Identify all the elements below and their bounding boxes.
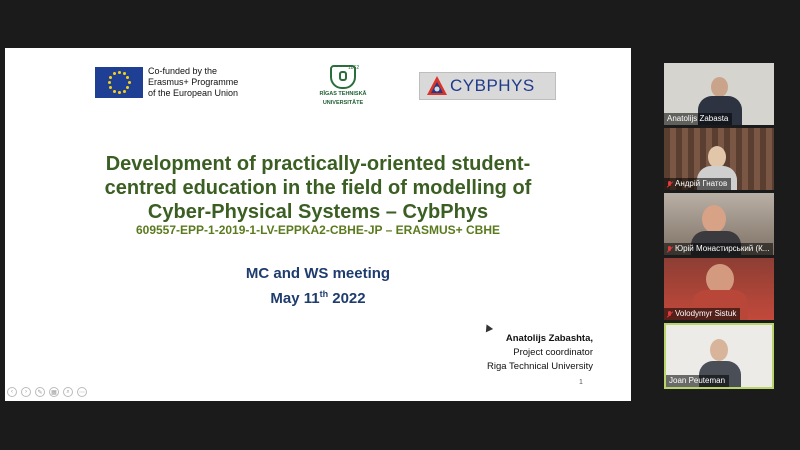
cybphys-logo-text: CYBPHYS: [450, 76, 535, 95]
mic-muted-icon: [667, 181, 673, 188]
participant-name: Андрій Гнатов: [675, 179, 728, 188]
participant-name-label: [664, 243, 773, 255]
participant-name-label: [664, 178, 731, 190]
participant-tile[interactable]: [664, 193, 774, 255]
eu-star-icon: [123, 72, 126, 75]
eu-text-line: of the European Union: [148, 88, 239, 98]
eu-star-icon: [128, 81, 131, 84]
rtu-crest-icon: [330, 65, 360, 89]
eu-text-line: Erasmus+ Programme: [148, 77, 239, 87]
author-org: Riga Technical University: [487, 361, 593, 372]
participant-name: Anatolijs Zabasta: [667, 114, 729, 123]
mic-muted-icon: [667, 246, 673, 253]
participant-name-label: [664, 113, 732, 125]
project-code: 609557-EPP-1-2019-1-LV-EPPKA2-CBHE-JP – ERASMUS+ CBHE: [135, 223, 501, 237]
meeting-info: [45, 263, 591, 309]
cybphys-triangle-icon: [426, 75, 448, 97]
eu-cofunding-text: [148, 66, 238, 99]
title-line: centred education in the field of modelling of: [104, 177, 532, 199]
participant-name-label: [666, 375, 729, 387]
title-line: Development of practically-oriented student-: [105, 153, 531, 175]
participant-tile[interactable]: [664, 63, 774, 125]
eu-star-icon: [109, 86, 112, 89]
more-icon[interactable]: ⋯: [77, 387, 87, 397]
meeting-line: MC and WS meeting: [245, 265, 391, 282]
author-block: [487, 332, 593, 374]
author-name: Anatolijs Zabashta,: [505, 333, 593, 344]
participant-tile-active-speaker[interactable]: [664, 323, 774, 389]
author-role: Project coordinator: [513, 347, 593, 358]
slide-page-number: 1: [579, 379, 583, 386]
title-line: Cyber-Physical Systems – CybPhys: [147, 201, 489, 223]
mic-muted-icon: [667, 311, 673, 318]
participant-name: Volodymyr Sistuk: [675, 309, 737, 318]
eu-star-icon: [118, 71, 121, 74]
mouse-cursor-icon: [483, 323, 493, 333]
date-prefix: May 11: [270, 290, 320, 307]
eu-star-icon: [123, 90, 126, 93]
date-year: 2022: [328, 290, 366, 307]
rtu-year: 1862: [348, 65, 360, 71]
participant-name-label: [664, 308, 740, 320]
next-slide-icon[interactable]: ›: [21, 387, 31, 397]
eu-star-icon: [126, 76, 129, 79]
participant-tile[interactable]: [664, 258, 774, 320]
eu-star-icon: [118, 91, 121, 94]
cybphys-logo: [419, 72, 556, 100]
prev-slide-icon[interactable]: ‹: [7, 387, 17, 397]
pen-icon[interactable]: ✎: [35, 387, 45, 397]
grid-icon[interactable]: ▦: [49, 387, 59, 397]
rtu-name-line: RĪGAS TEHNISKĀ: [319, 91, 367, 97]
slide-title: [45, 152, 591, 224]
meeting-date: [45, 284, 591, 309]
participant-tile[interactable]: [664, 128, 774, 190]
participant-name: Joan Peuteman: [669, 376, 726, 385]
participant-name: Юрій Монастирський (К...: [675, 244, 770, 253]
eu-flag-logo: [95, 67, 143, 98]
eu-text-line: Co-funded by the: [148, 66, 218, 76]
eu-star-icon: [126, 86, 129, 89]
rtu-name-line: UNIVERSITĀTE: [322, 100, 364, 106]
shared-slide: [5, 48, 631, 401]
slide-controls: [7, 387, 87, 399]
eu-star-icon: [109, 76, 112, 79]
eu-star-icon: [113, 90, 116, 93]
rtu-logo: [318, 65, 368, 107]
zoom-icon[interactable]: ⌕: [63, 387, 73, 397]
eu-star-icon: [113, 72, 116, 75]
eu-star-icon: [108, 81, 111, 84]
date-suffix-sup: th: [319, 289, 329, 299]
